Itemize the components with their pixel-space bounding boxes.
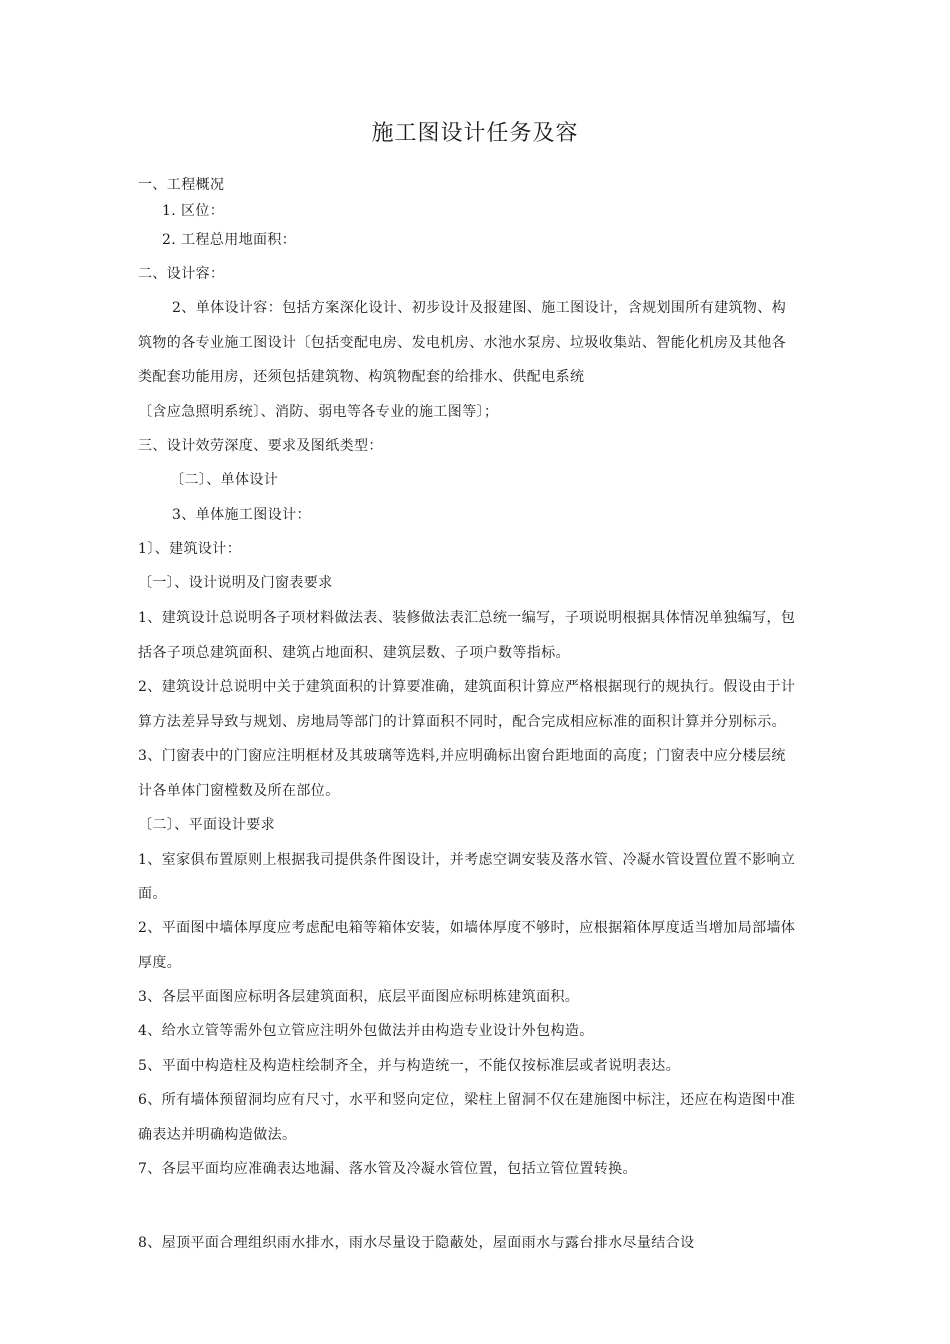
subsection-heading: 1〕、建筑设计： <box>138 541 242 557</box>
paragraph-line: 5、平面中构造柱及构造柱绘制齐全，并与构造统一，不能仅按标准层或者说明表达。 <box>138 1058 681 1074</box>
paragraph-line: 4、给水立管等需外包立管应注明外包做法并由构造专业设计外包构造。 <box>138 1023 594 1039</box>
paragraph-line: 7、各层平面均应准确表达地漏、落水管及冷凝水管位置，包括立管位置转换。 <box>138 1161 637 1177</box>
paragraph-line: 〔含应急照明系统〕、消防、弱电等各专业的施工图等〕； <box>138 404 499 420</box>
paragraph-line: 括各子项总建筑面积、建筑占地面积、建筑层数、子项户数等指标。 <box>138 645 570 661</box>
subsection-heading: 〔二〕、平面设计要求 <box>138 817 275 833</box>
paragraph-line: 3、门窗表中的门窗应注明框材及其玻璃等选料,并应明确标出窗台距地面的高度；门窗表中应分楼层统 <box>138 748 786 764</box>
paragraph-line: 3、各层平面图应标明各层建筑面积，底层平面图应标明栋建筑面积。 <box>138 989 580 1005</box>
paragraph-line: 类配套功能用房，还须包括建筑物、构筑物配套的给排水、供配电系统 <box>138 369 585 385</box>
paragraph-line: 1、室家俱布置原则上根据我司提供条件图设计，并考虑空调安装及落水管、冷凝水管设置位置不影响立 <box>138 852 796 868</box>
paragraph-line: 2、平面图中墙体厚度应考虑配电箱等箱体安装，如墙体厚度不够时，应根据箱体厚度适当增加局部墙体 <box>138 920 796 936</box>
paragraph-line: 2、单体设计容：包括方案深化设计、初步设计及报建图、施工图设计，含规划围所有建筑物、构 <box>172 300 787 316</box>
paragraph-line: 面。 <box>138 886 167 902</box>
paragraph-line: 筑物的各专业施工图设计〔包括变配电房、发电机房、水池水泵房、垃圾收集站、智能化机房及其他各 <box>138 335 786 351</box>
subsection-heading: 〔二〕、单体设计 <box>170 472 279 488</box>
paragraph-line: 确表达并明确构造做法。 <box>138 1127 297 1143</box>
section-heading-3: 三、设计效劳深度、要求及图纸类型： <box>138 438 383 454</box>
paragraph-line: 厚度。 <box>138 955 182 971</box>
subsection-heading: 〔一〕、设计说明及门窗表要求 <box>138 575 333 591</box>
section-heading-1: 一、工程概况 <box>138 177 225 193</box>
paragraph-line: 2、建筑设计总说明中关于建筑面积的计算要准确，建筑面积计算应严格根据现行的规执行。假设由于计 <box>138 679 796 695</box>
paragraph-line: 计各单体门窗樘数及所在部位。 <box>138 783 340 799</box>
paragraph-line: 8、屋顶平面合理组织雨水排水，雨水尽量设于隐蔽处，屋面雨水与露台排水尽量结合设 <box>138 1235 695 1251</box>
paragraph-line: 算方法差异导致与规划、房地局等部门的计算面积不同时，配合完成相应标准的面积计算并分别标示。 <box>138 714 786 730</box>
list-item: 1. 区位： <box>162 203 225 219</box>
paragraph-line: 1、建筑设计总说明各子项材料做法表、装修做法表汇总统一编写，子项说明根据具体情况单独编写，包 <box>138 610 796 626</box>
subsection-heading: 3、单体施工图设计： <box>172 507 311 523</box>
list-item: 2. 工程总用地面积： <box>162 232 297 248</box>
section-heading-2: 二、设计容： <box>138 266 225 282</box>
paragraph-line: 6、所有墙体预留洞均应有尺寸，水平和竖向定位，梁柱上留洞不仅在建施图中标注，还应在构造图中准 <box>138 1092 796 1108</box>
document-title: 施工图设计任务及容 <box>371 121 579 146</box>
